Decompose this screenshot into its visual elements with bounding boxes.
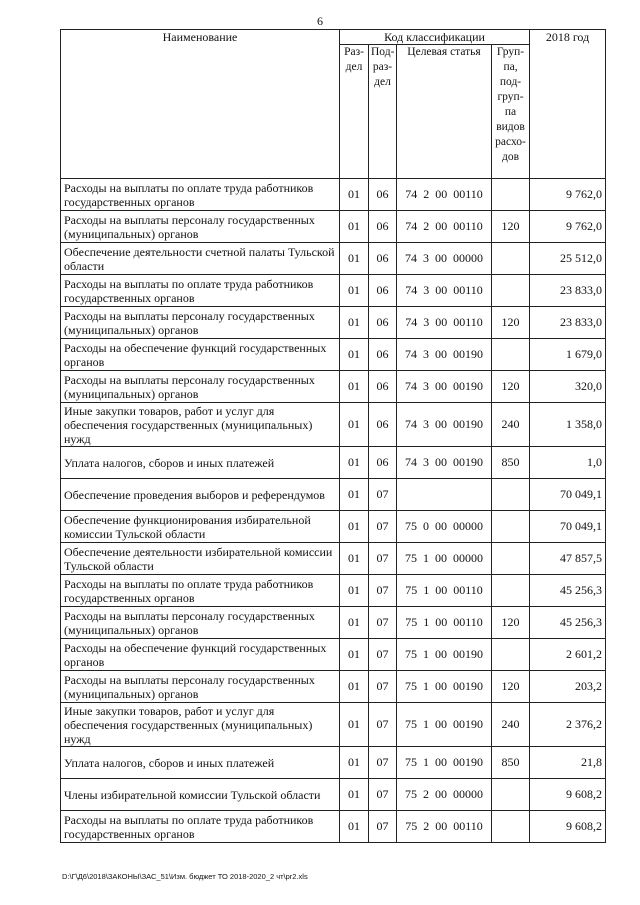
row-amount: 2 601,2 bbox=[530, 639, 606, 671]
row-subsection: 07 bbox=[369, 543, 397, 575]
row-amount: 47 857,5 bbox=[530, 543, 606, 575]
row-target-article: 74 3 00 00110 bbox=[397, 275, 492, 307]
table-row bbox=[61, 671, 606, 703]
row-expense-group bbox=[492, 339, 530, 371]
row-target-article: 75 2 00 00110 bbox=[397, 811, 492, 843]
table-row bbox=[61, 575, 606, 607]
row-expense-group: 120 bbox=[492, 307, 530, 339]
row-name: Расходы на выплаты по оплате труда работников государственных органов bbox=[61, 575, 340, 607]
row-name: Иные закупки товаров, работ и услуг для обеспечения государственных (муниципальных) нужд bbox=[61, 703, 340, 747]
row-target-article: 75 1 00 00000 bbox=[397, 543, 492, 575]
row-section: 01 bbox=[340, 275, 369, 307]
table-row bbox=[61, 703, 606, 747]
row-target-article: 75 1 00 00190 bbox=[397, 639, 492, 671]
header-subsection: Под- раз- дел bbox=[369, 45, 397, 179]
row-section: 01 bbox=[340, 511, 369, 543]
table-row bbox=[61, 543, 606, 575]
row-section: 01 bbox=[340, 703, 369, 747]
row-target-article: 74 3 00 00190 bbox=[397, 403, 492, 447]
table-row bbox=[61, 339, 606, 371]
row-subsection: 06 bbox=[369, 371, 397, 403]
row-subsection: 07 bbox=[369, 511, 397, 543]
row-name: Расходы на выплаты персоналу государственных (муниципальных) органов bbox=[61, 671, 340, 703]
row-section: 01 bbox=[340, 403, 369, 447]
row-section: 01 bbox=[340, 211, 369, 243]
table-row bbox=[61, 275, 606, 307]
row-name: Обеспечение функционирования избирательной комиссии Тульской области bbox=[61, 511, 340, 543]
row-target-article: 74 2 00 00110 bbox=[397, 179, 492, 211]
header-name: Наименование bbox=[61, 30, 340, 179]
row-expense-group bbox=[492, 179, 530, 211]
row-name: Иные закупки товаров, работ и услуг для обеспечения государственных (муниципальных) нужд bbox=[61, 403, 340, 447]
row-section: 01 bbox=[340, 747, 369, 779]
row-name: Расходы на выплаты персоналу государственных (муниципальных) органов bbox=[61, 371, 340, 403]
row-expense-group bbox=[492, 639, 530, 671]
row-target-article: 75 1 00 00110 bbox=[397, 575, 492, 607]
row-name: Обеспечение деятельности счетной палаты Тульской области bbox=[61, 243, 340, 275]
row-name: Расходы на обеспечение функций государственных органов bbox=[61, 639, 340, 671]
row-subsection: 07 bbox=[369, 747, 397, 779]
table-row bbox=[61, 779, 606, 811]
row-subsection: 06 bbox=[369, 447, 397, 479]
row-section: 01 bbox=[340, 447, 369, 479]
row-target-article: 75 1 00 00110 bbox=[397, 607, 492, 639]
table-row bbox=[61, 447, 606, 479]
row-amount: 1 679,0 bbox=[530, 339, 606, 371]
row-amount: 25 512,0 bbox=[530, 243, 606, 275]
row-expense-group bbox=[492, 811, 530, 843]
table-row bbox=[61, 479, 606, 511]
row-target-article: 74 2 00 00110 bbox=[397, 211, 492, 243]
table-row bbox=[61, 403, 606, 447]
row-section: 01 bbox=[340, 479, 369, 511]
table-row bbox=[61, 307, 606, 339]
row-name: Члены избирательной комиссии Тульской области bbox=[61, 779, 340, 811]
row-amount: 23 833,0 bbox=[530, 275, 606, 307]
table-row bbox=[61, 811, 606, 843]
row-amount: 1,0 bbox=[530, 447, 606, 479]
row-name: Расходы на выплаты по оплате труда работников государственных органов bbox=[61, 275, 340, 307]
row-expense-group: 120 bbox=[492, 607, 530, 639]
row-subsection: 07 bbox=[369, 639, 397, 671]
row-target-article: 75 0 00 00000 bbox=[397, 511, 492, 543]
row-amount: 70 049,1 bbox=[530, 511, 606, 543]
row-expense-group: 850 bbox=[492, 747, 530, 779]
row-name: Обеспечение деятельности избирательной комиссии Тульской области bbox=[61, 543, 340, 575]
row-amount: 23 833,0 bbox=[530, 307, 606, 339]
row-target-article: 74 3 00 00190 bbox=[397, 371, 492, 403]
header-classification: Код классификации bbox=[340, 30, 530, 45]
row-subsection: 06 bbox=[369, 211, 397, 243]
row-name: Расходы на выплаты персоналу государственных (муниципальных) органов bbox=[61, 607, 340, 639]
row-subsection: 06 bbox=[369, 307, 397, 339]
row-expense-group bbox=[492, 543, 530, 575]
row-subsection: 07 bbox=[369, 779, 397, 811]
file-path-footer: D:\Г\Д6\2018\ЗАКОНЫ\ЗАС_51\Изм. бюджет ТО 2018-2020_2 чт\pr2.xls bbox=[62, 872, 308, 881]
row-section: 01 bbox=[340, 639, 369, 671]
row-section: 01 bbox=[340, 779, 369, 811]
row-expense-group bbox=[492, 243, 530, 275]
row-target-article: 75 2 00 00000 bbox=[397, 779, 492, 811]
row-subsection: 07 bbox=[369, 671, 397, 703]
row-section: 01 bbox=[340, 543, 369, 575]
row-target-article: 74 3 00 00000 bbox=[397, 243, 492, 275]
row-target-article: 75 1 00 00190 bbox=[397, 747, 492, 779]
table-row bbox=[61, 607, 606, 639]
row-section: 01 bbox=[340, 575, 369, 607]
row-target-article: 74 3 00 00190 bbox=[397, 339, 492, 371]
header-target-article: Целевая статья bbox=[397, 45, 492, 179]
row-amount: 70 049,1 bbox=[530, 479, 606, 511]
row-amount: 2 376,2 bbox=[530, 703, 606, 747]
row-name: Уплата налогов, сборов и иных платежей bbox=[61, 447, 340, 479]
row-section: 01 bbox=[340, 607, 369, 639]
row-amount: 21,8 bbox=[530, 747, 606, 779]
row-section: 01 bbox=[340, 671, 369, 703]
table-row bbox=[61, 179, 606, 211]
row-subsection: 06 bbox=[369, 339, 397, 371]
row-expense-group bbox=[492, 575, 530, 607]
row-name: Расходы на выплаты по оплате труда работников государственных органов bbox=[61, 811, 340, 843]
row-subsection: 07 bbox=[369, 607, 397, 639]
row-amount: 320,0 bbox=[530, 371, 606, 403]
row-expense-group: 240 bbox=[492, 703, 530, 747]
row-amount: 9 762,0 bbox=[530, 211, 606, 243]
row-target-article: 74 3 00 00110 bbox=[397, 307, 492, 339]
header-year: 2018 год bbox=[530, 30, 606, 179]
row-expense-group: 120 bbox=[492, 371, 530, 403]
budget-table bbox=[60, 29, 606, 843]
row-section: 01 bbox=[340, 179, 369, 211]
row-expense-group: 240 bbox=[492, 403, 530, 447]
row-name: Уплата налогов, сборов и иных платежей bbox=[61, 747, 340, 779]
table-row bbox=[61, 747, 606, 779]
row-subsection: 07 bbox=[369, 479, 397, 511]
row-section: 01 bbox=[340, 371, 369, 403]
row-name: Расходы на выплаты персоналу государственных (муниципальных) органов bbox=[61, 307, 340, 339]
row-section: 01 bbox=[340, 339, 369, 371]
row-subsection: 06 bbox=[369, 275, 397, 307]
row-section: 01 bbox=[340, 811, 369, 843]
table-row bbox=[61, 211, 606, 243]
row-expense-group bbox=[492, 479, 530, 511]
row-subsection: 06 bbox=[369, 179, 397, 211]
row-expense-group: 120 bbox=[492, 211, 530, 243]
row-subsection: 06 bbox=[369, 403, 397, 447]
header-expense-group: Груп- па, под- груп- па видов расхо- дов bbox=[492, 45, 530, 179]
row-name: Обеспечение проведения выборов и референдумов bbox=[61, 479, 340, 511]
row-expense-group bbox=[492, 511, 530, 543]
row-target-article: 75 1 00 00190 bbox=[397, 703, 492, 747]
row-subsection: 07 bbox=[369, 575, 397, 607]
row-expense-group: 120 bbox=[492, 671, 530, 703]
table-row bbox=[61, 243, 606, 275]
table-row bbox=[61, 511, 606, 543]
row-expense-group bbox=[492, 275, 530, 307]
table-row bbox=[61, 639, 606, 671]
row-amount: 9 608,2 bbox=[530, 779, 606, 811]
row-section: 01 bbox=[340, 243, 369, 275]
row-amount: 9 608,2 bbox=[530, 811, 606, 843]
row-amount: 45 256,3 bbox=[530, 607, 606, 639]
row-amount: 203,2 bbox=[530, 671, 606, 703]
row-target-article bbox=[397, 479, 492, 511]
row-target-article: 74 3 00 00190 bbox=[397, 447, 492, 479]
row-subsection: 07 bbox=[369, 703, 397, 747]
row-amount: 1 358,0 bbox=[530, 403, 606, 447]
row-name: Расходы на обеспечение функций государственных органов bbox=[61, 339, 340, 371]
row-target-article: 75 1 00 00190 bbox=[397, 671, 492, 703]
row-subsection: 06 bbox=[369, 243, 397, 275]
table-row bbox=[61, 371, 606, 403]
page-number: 6 bbox=[317, 14, 323, 28]
row-name: Расходы на выплаты персоналу государственных (муниципальных) органов bbox=[61, 211, 340, 243]
row-amount: 9 762,0 bbox=[530, 179, 606, 211]
row-section: 01 bbox=[340, 307, 369, 339]
row-amount: 45 256,3 bbox=[530, 575, 606, 607]
header-section: Раз- дел bbox=[340, 45, 369, 179]
row-name: Расходы на выплаты по оплате труда работников государственных органов bbox=[61, 179, 340, 211]
row-expense-group: 850 bbox=[492, 447, 530, 479]
row-expense-group bbox=[492, 779, 530, 811]
row-subsection: 07 bbox=[369, 811, 397, 843]
